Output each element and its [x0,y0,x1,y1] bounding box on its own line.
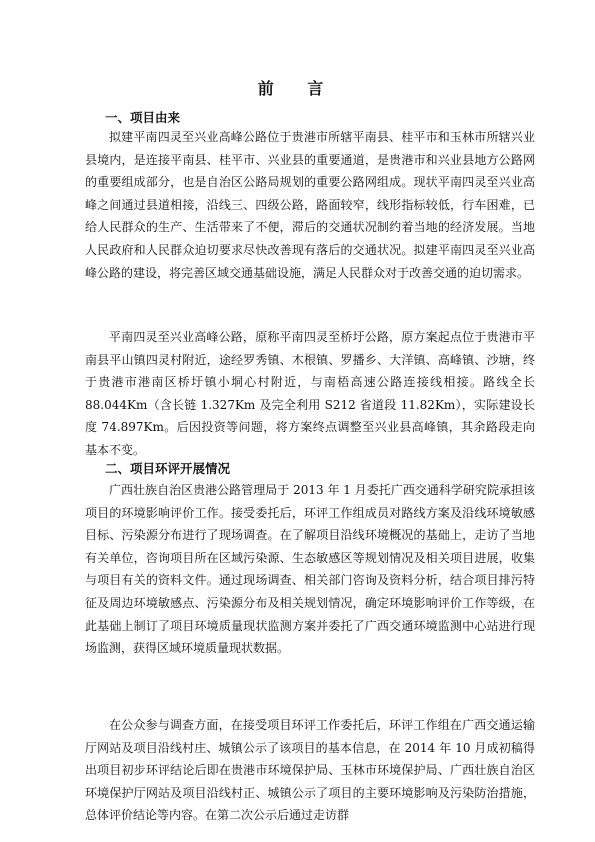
paragraph-2: 平南四灵至兴业高峰公路，原称平南四灵至桥圩公路，原方案起点位于贵港市平南县平山镇四灵村附近，途经罗秀镇、木根镇、罗播乡、大洋镇、高峰镇、沙塘，终于贵港市港南区桥圩镇小垌心村附近，与南梧高速公路连接线相接。路线全长 88.044Km（含长链 1.327Km 及完全利用 S212 省道段 11.82Km），实际建设长度 74.897Km。后因投资等问题，将方案终点调整至兴业县高峰镇，其余路段走向基本不变。 [85,330,535,457]
page-title: 前 言 [257,79,338,98]
section-heading-1: 一、项目由来 [105,110,181,125]
paragraph-1: 拟建平南四灵至兴业高峰公路位于贵港市所辖平南县、桂平市和玉林市所辖兴业县境内，是连接平南县、桂平市、兴业县的重要通道，是贵港市和兴业县地方公路网的重要组成部分，也是自治区公路局规划的重要公路网组成。现状平南四灵至兴业高峰之间通过县道相接，沿线三、四级公路，路面较窄，线形指标较低，行车困难，已给人民群众的生产、生活带来了不便，滞后的交通状况制约着当地的经济发展。当地人民政府和人民群众迫切要求尽快改善现有落后的交通状况。拟建平南四灵至兴业高峰公路的建设，将完善区域交通基础设施，满足人民群众对于改善交通的迫切需求。 [85,130,535,280]
section-heading-2: 二、项目环评开展情况 [105,461,231,476]
paragraph-3: 广西壮族自治区贵港公路管理局于 2013 年 1 月委托广西交通科学研究院承担该项目的环境影响评价工作。接受委托后，环评工作组成员对路线方案及沿线环境敏感目标、污染源分布进行了现场调查。在了解项目沿线环境概况的基础上，走访了当地有关单位，咨询项目所在区域污染源、生态敏感区等规划情况及相关项目进展，收集与项目有关的资料文件。通过现场调查、相关部门咨询及资料分析，结合项目排污特征及周边环境敏感点、污染源分布及相关规划情况，确定环境影响评价工作等级，在此基础上制订了项目环境质量现状监测方案并委托了广西交通环境监测中心站进行现场监测，获得区域环境质量现状数据。 [85,483,535,656]
paragraph-4: 在公众参与调查方面，在接受项目环评工作委托后，环评工作组在广西交通运输厅网站及项目沿线村庄、城镇公示了该项目的基本信息，在 2014 年 10 月成初稿得出项目初步环评结论后即在贵港市环境保护局、玉林市环境保护局、广西壮族自治区环境保护厅网站及项目沿线村正、城镇公示了项目的主要环境影响及污染防治措施，总体评价结论等内容。在第二次公示后通过走访群 [85,718,535,823]
